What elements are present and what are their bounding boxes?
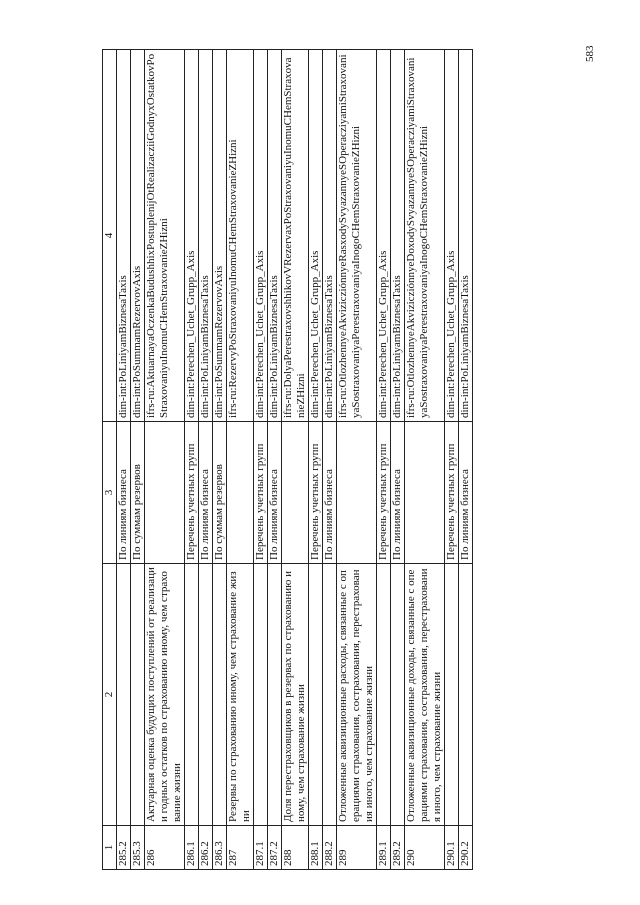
table-row bbox=[117, 50, 131, 870]
row-number-cell: 287.1 bbox=[254, 826, 268, 870]
indicator-name-cell bbox=[254, 564, 268, 826]
data-table bbox=[102, 49, 473, 870]
table-body bbox=[117, 50, 473, 870]
table-row bbox=[391, 50, 405, 870]
column-header-3: 3 bbox=[103, 422, 117, 564]
indicator-name-cell bbox=[199, 564, 213, 826]
element-code-cell: dim-int:PoSummamRezervovAxis bbox=[131, 50, 145, 422]
dimension-cell: По линиям бизнеса bbox=[268, 422, 282, 564]
dimension-cell: Перечень учетных групп bbox=[185, 422, 199, 564]
indicator-name-cell bbox=[391, 564, 405, 826]
element-code-cell: dim-int:PoSummamRezervovAxis bbox=[213, 50, 227, 422]
table-row bbox=[337, 50, 377, 870]
row-number-cell: 288.1 bbox=[309, 826, 323, 870]
element-code-cell: dim-int:PoLiniyamBiznesaTaxis bbox=[117, 50, 131, 422]
indicator-name-cell: Резервы по страхованию иному, чем страхование жизни bbox=[227, 564, 254, 826]
table-row bbox=[282, 50, 309, 870]
row-number-cell: 287 bbox=[227, 826, 254, 870]
dimension-cell: Перечень учетных групп bbox=[377, 422, 391, 564]
column-header-4: 4 bbox=[103, 50, 117, 422]
table-row bbox=[377, 50, 391, 870]
dimension-cell: По линиям бизнеса bbox=[323, 422, 337, 564]
row-number-cell: 285.3 bbox=[131, 826, 145, 870]
dimension-cell bbox=[145, 422, 185, 564]
indicator-name-cell bbox=[445, 564, 459, 826]
row-number-cell: 290.2 bbox=[459, 826, 473, 870]
dimension-cell: По суммам резервов bbox=[131, 422, 145, 564]
dimension-cell bbox=[282, 422, 309, 564]
row-number-cell: 286 bbox=[145, 826, 185, 870]
element-code-cell: dim-int:PoLiniyamBiznesaTaxis bbox=[459, 50, 473, 422]
dimension-cell: Перечень учетных групп bbox=[309, 422, 323, 564]
indicator-name-cell bbox=[377, 564, 391, 826]
table-row bbox=[227, 50, 254, 870]
table-row bbox=[213, 50, 227, 870]
element-code-cell: dim-int:PoLiniyamBiznesaTaxis bbox=[391, 50, 405, 422]
indicator-name-cell bbox=[117, 564, 131, 826]
indicator-name-cell bbox=[309, 564, 323, 826]
indicator-name-cell bbox=[323, 564, 337, 826]
row-number-cell: 289.2 bbox=[391, 826, 405, 870]
table-row bbox=[459, 50, 473, 870]
element-code-cell: ifrs-ru:DolyaPerestraxovshhikovVRezervaxPoStraxovaniyuInomuCHemStraxovanieZHizni bbox=[282, 50, 309, 422]
column-header-1: 1 bbox=[103, 826, 117, 870]
table-row bbox=[445, 50, 459, 870]
element-code-cell: dim-int:Perechen_Uchet_Grupp_Axis bbox=[377, 50, 391, 422]
table-row bbox=[309, 50, 323, 870]
dimension-cell: По линиям бизнеса bbox=[459, 422, 473, 564]
row-number-cell: 290 bbox=[405, 826, 445, 870]
element-code-cell: ifrs-ru:AktuarnayaOczenkaBudushhixPostuplenijOtRealizacziiGodnyxOstatkovPoStraxovaniyuInomuCHemStraxovanieZHizni bbox=[145, 50, 185, 422]
table-row bbox=[131, 50, 145, 870]
dimension-cell: По линиям бизнеса bbox=[391, 422, 405, 564]
page-number: 583 bbox=[584, 45, 596, 62]
row-number-cell: 288.2 bbox=[323, 826, 337, 870]
element-code-cell: dim-int:Perechen_Uchet_Grupp_Axis bbox=[254, 50, 268, 422]
table-row bbox=[185, 50, 199, 870]
element-code-cell: dim-int:Perechen_Uchet_Grupp_Axis bbox=[185, 50, 199, 422]
table-header-row bbox=[103, 50, 117, 870]
dimension-cell bbox=[337, 422, 377, 564]
element-code-cell: ifrs-ru:OtlozhennyeAkvizicziónnyeDoxodySvyazannyeSOperacziyamiStraxovaniyaSostraxovaniyaPerestraxovaniyaInogoCHemStraxovanieZHizni bbox=[405, 50, 445, 422]
row-number-cell: 286.2 bbox=[199, 826, 213, 870]
row-number-cell: 288 bbox=[282, 826, 309, 870]
element-code-cell: dim-int:PoLiniyamBiznesaTaxis bbox=[268, 50, 282, 422]
element-code-cell: dim-int:Perechen_Uchet_Grupp_Axis bbox=[309, 50, 323, 422]
element-code-cell: dim-int:Perechen_Uchet_Grupp_Axis bbox=[445, 50, 459, 422]
table-row bbox=[254, 50, 268, 870]
dimension-cell bbox=[405, 422, 445, 564]
dimension-cell: По суммам резервов bbox=[213, 422, 227, 564]
row-number-cell: 287.2 bbox=[268, 826, 282, 870]
table-row bbox=[268, 50, 282, 870]
indicator-name-cell bbox=[131, 564, 145, 826]
dimension-cell: Перечень учетных групп bbox=[445, 422, 459, 564]
element-code-cell: ifrs-ru:RezervyPoStraxovaniyuInomuCHemStraxovanieZHizni bbox=[227, 50, 254, 422]
indicator-name-cell: Отложенные аквизиционные расходы, связанные с операциями страхования, сострахования, перестрахования иного, чем страхование жизни bbox=[337, 564, 377, 826]
dimension-cell bbox=[227, 422, 254, 564]
row-number-cell: 285.2 bbox=[117, 826, 131, 870]
dimension-cell: Перечень учетных групп bbox=[254, 422, 268, 564]
indicator-name-cell bbox=[185, 564, 199, 826]
indicator-name-cell: Доля перестраховщиков в резервах по страхованию иному, чем страхование жизни bbox=[282, 564, 309, 826]
element-code-cell: ifrs-ru:OtlozhennyeAkvizicziónnyeRasxodySvyazannyeSOperacziyamiStraxovaniyaSostraxovaniyaPerestraxovaniyaInogoCHemStraxovanieZHizni bbox=[337, 50, 377, 422]
table-row bbox=[323, 50, 337, 870]
row-number-cell: 289 bbox=[337, 826, 377, 870]
indicator-name-cell bbox=[213, 564, 227, 826]
indicator-name-cell: Актуарная оценка будущих поступлений от реализации годных остатков по страхованию иному, чем страхование жизни bbox=[145, 564, 185, 826]
table-row bbox=[199, 50, 213, 870]
indicator-name-cell bbox=[459, 564, 473, 826]
row-number-cell: 286.3 bbox=[213, 826, 227, 870]
element-code-cell: dim-int:PoLiniyamBiznesaTaxis bbox=[199, 50, 213, 422]
table-row bbox=[145, 50, 185, 870]
element-code-cell: dim-int:PoLiniyamBiznesaTaxis bbox=[323, 50, 337, 422]
dimension-cell: По линиям бизнеса bbox=[199, 422, 213, 564]
row-number-cell: 286.1 bbox=[185, 826, 199, 870]
indicator-name-cell: Отложенные аквизиционные доходы, связанные с операциями страхования, сострахования, перестрахования иного, чем страхование жизни bbox=[405, 564, 445, 826]
row-number-cell: 290.1 bbox=[445, 826, 459, 870]
dimension-cell: По линиям бизнеса bbox=[117, 422, 131, 564]
column-header-2: 2 bbox=[103, 564, 117, 826]
rotated-table-container bbox=[102, 50, 473, 870]
indicator-name-cell bbox=[268, 564, 282, 826]
row-number-cell: 289.1 bbox=[377, 826, 391, 870]
table-row bbox=[405, 50, 445, 870]
